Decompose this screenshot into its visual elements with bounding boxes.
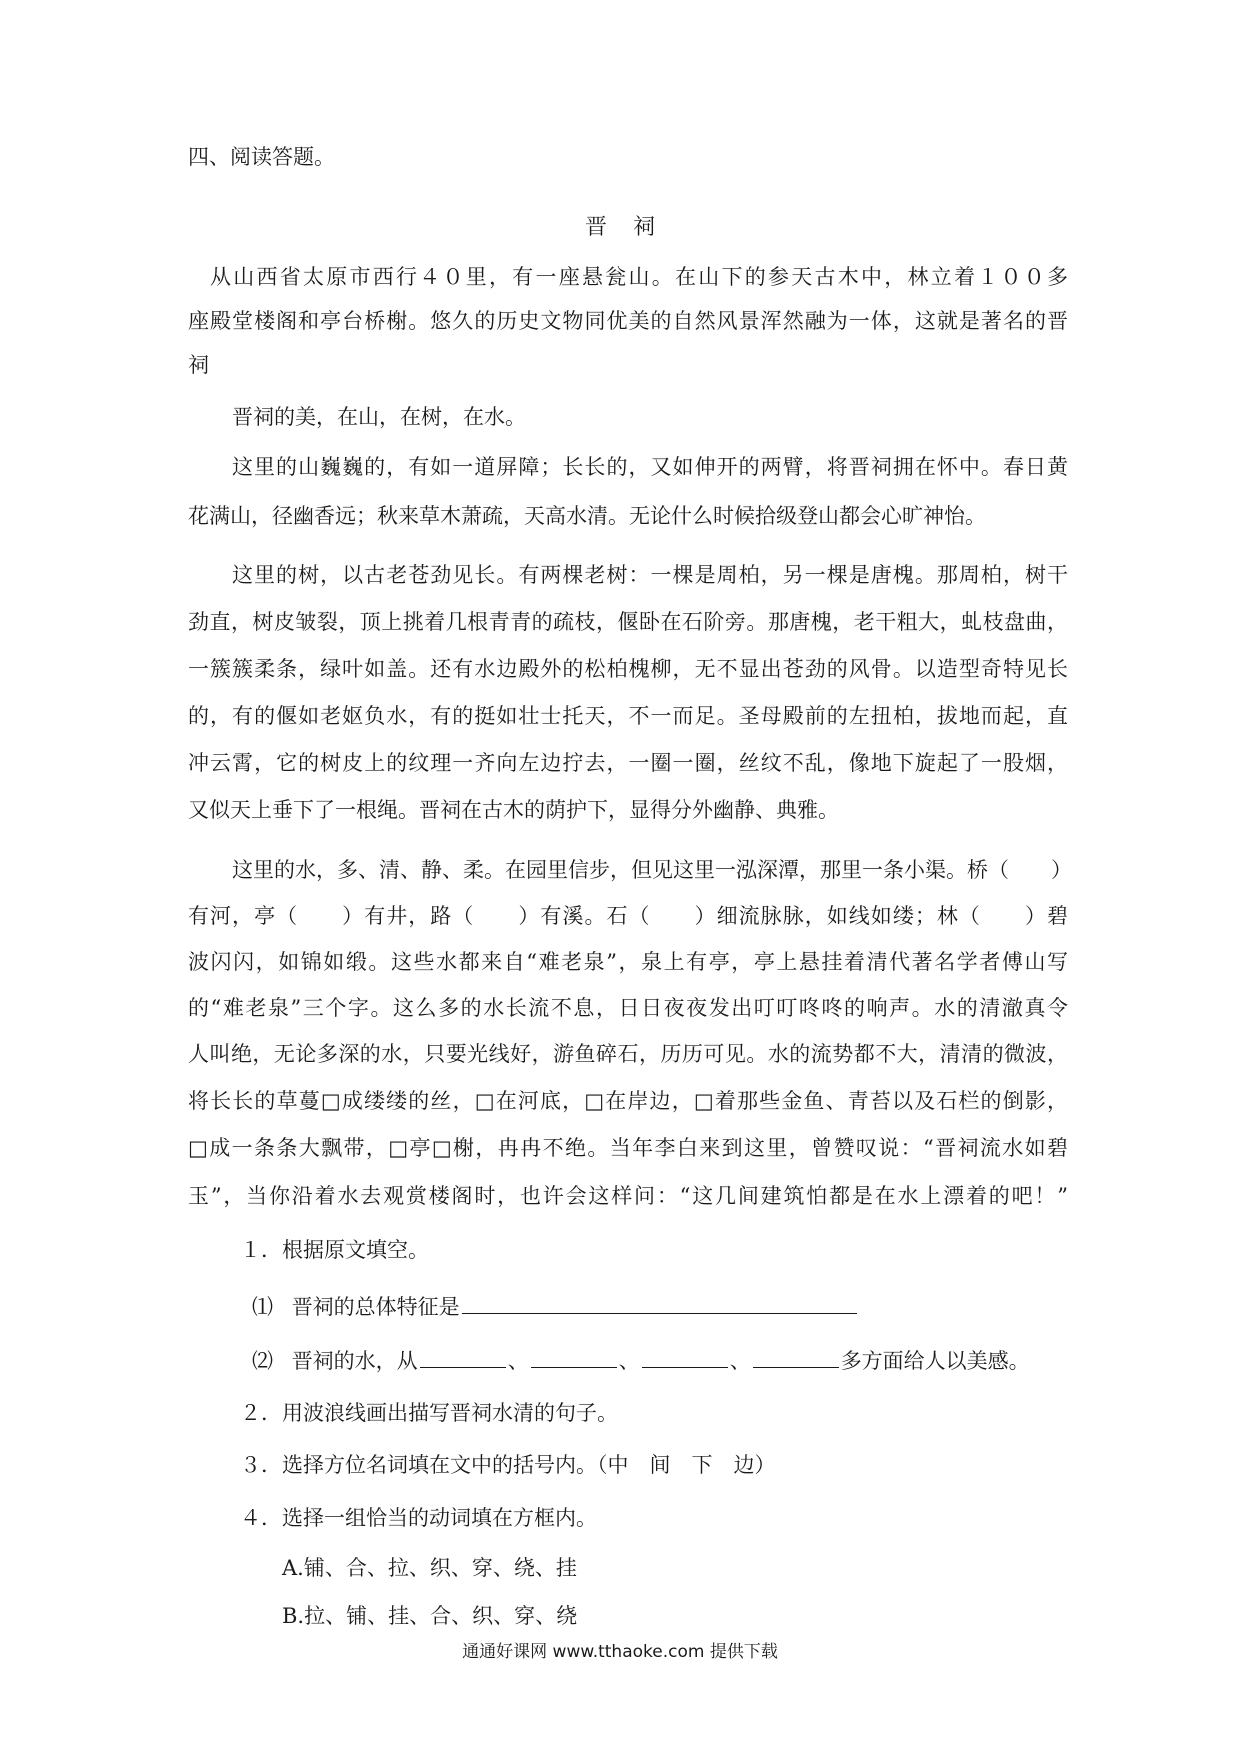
passage-line: 冲云霄，它的树皮上的纹理一齐向左边拧去，一圈一圈，丝纹不乱，像地下旋起了一股烟， [188,751,1068,775]
passage-title: 晋祠 [584,215,681,240]
passage-line: 的，有的偃如老妪负水，有的挺如壮士托天，不一而足。圣母殿前的左扭柏，拔地而起，直 [188,704,1068,728]
passage-line: 又似天上垂下了一根绳。晋祠在古木的荫护下，显得分外幽静、典雅。 [188,798,839,822]
passage-line: 人叫绝，无论多深的水，只要光线好，游鱼碎石，历历可见。水的流势都不大，清清的微波， [188,1042,1068,1066]
passage-line: 劲直，树皮皱裂，顶上挑着几根青青的疏枝，偃卧在石阶旁。那唐槐，老干粗大，虬枝盘曲， [188,610,1068,634]
question-text: 晋祠的水，从 [291,1349,418,1373]
passage-line: □成一条条大飘带，□亭□榭，冉冉不绝。当年李白来到这里，曾赞叹说：“晋祠流水如碧 [188,1136,1068,1160]
option-b: B.拉、铺、挂、合、织、穿、绕 [282,1604,578,1628]
answer-blank[interactable] [531,1345,617,1368]
section-heading: 四、阅读答题。 [188,145,335,169]
question-text-end: 多方面给人以美感。 [840,1349,1030,1373]
page-footer: 通通好课网 www.tthaoke.com 提供下载 [462,1642,778,1662]
answer-blank[interactable] [753,1345,839,1368]
question-4: ４．选择一组恰当的动词填在方框内。 [240,1506,597,1530]
passage-line: 一簇簇柔条，绿叶如盖。还有水边殿外的松柏槐柳，无不显出苍劲的风骨。以造型奇特见长 [188,657,1068,681]
answer-blank[interactable] [462,1291,857,1314]
passage-line: 祠 [188,353,209,377]
answer-blank[interactable] [642,1345,728,1368]
passage-line: 这里的水，多、清、静、柔。在园里信步，但见这里一泓深潭，那里一条小渠。桥（ ） [232,858,1072,882]
passage-line: 这里的山巍巍的，有如一道屏障；长长的，又如伸开的两臂，将晋祠拥在怀中。春日黄 [232,455,1068,479]
separator: 、 [729,1349,751,1373]
passage-line: 有河，亭（ ）有井，路（ ）有溪。石（ ）细流脉脉，如线如缕；林（ ）碧 [188,904,1068,928]
passage-line: 从山西省太原市西行４０里，有一座悬瓮山。在山下的参天古木中，林立着１００多 [210,265,1068,289]
separator: 、 [507,1349,529,1373]
passage-line: 这里的树，以古老苍劲见长。有两棵老树：一棵是周柏，另一棵是唐槐。那周柏，树干 [232,563,1068,587]
passage-line: 玉”，当你沿着水去观赏楼阁时，也许会这样问：“这几间建筑怕都是在水上漂着的吧！” [188,1184,1068,1208]
question-number: ⑴ [252,1295,273,1319]
passage-line: 晋祠的美，在山，在树，在水。 [232,405,526,429]
answer-blank[interactable] [420,1345,506,1368]
question-1-2 [252,1345,1072,1376]
question-1-1 [252,1291,1072,1322]
passage-line: 将长长的草蔓□成缕缕的丝，□在河底，□在岸边，□着那些金鱼、青苔以及石栏的倒影， [188,1089,1068,1113]
passage-line: 波闪闪，如锦如缎。这些水都来自“难老泉”，泉上有亭，亭上悬挂着清代著名学者傅山写 [188,950,1068,974]
option-a: A.铺、合、拉、织、穿、绕、挂 [282,1556,577,1580]
passage-line: 座殿堂楼阁和亭台桥榭。悠久的历史文物同优美的自然风景浑然融为一体，这就是著名的晋 [188,309,1068,333]
question-number: ⑵ [252,1349,273,1373]
passage-line: 的“难老泉”三个字。这么多的水长流不息，日日夜夜发出叮叮咚咚的响声。水的清澈真令 [188,996,1068,1020]
question-1: １．根据原文填空。 [240,1238,429,1262]
passage-line: 花满山，径幽香远；秋来草木萧疏，天高水清。无论什么时候拾级登山都会心旷神怡。 [188,504,986,528]
question-2: ２．用波浪线画出描写晋祠水清的句子。 [240,1401,618,1425]
question-text: 晋祠的总体特征是 [291,1295,460,1319]
question-3: ３．选择方位名词填在文中的括号内。（中 间 下 边） [240,1453,776,1477]
separator: 、 [618,1349,640,1373]
